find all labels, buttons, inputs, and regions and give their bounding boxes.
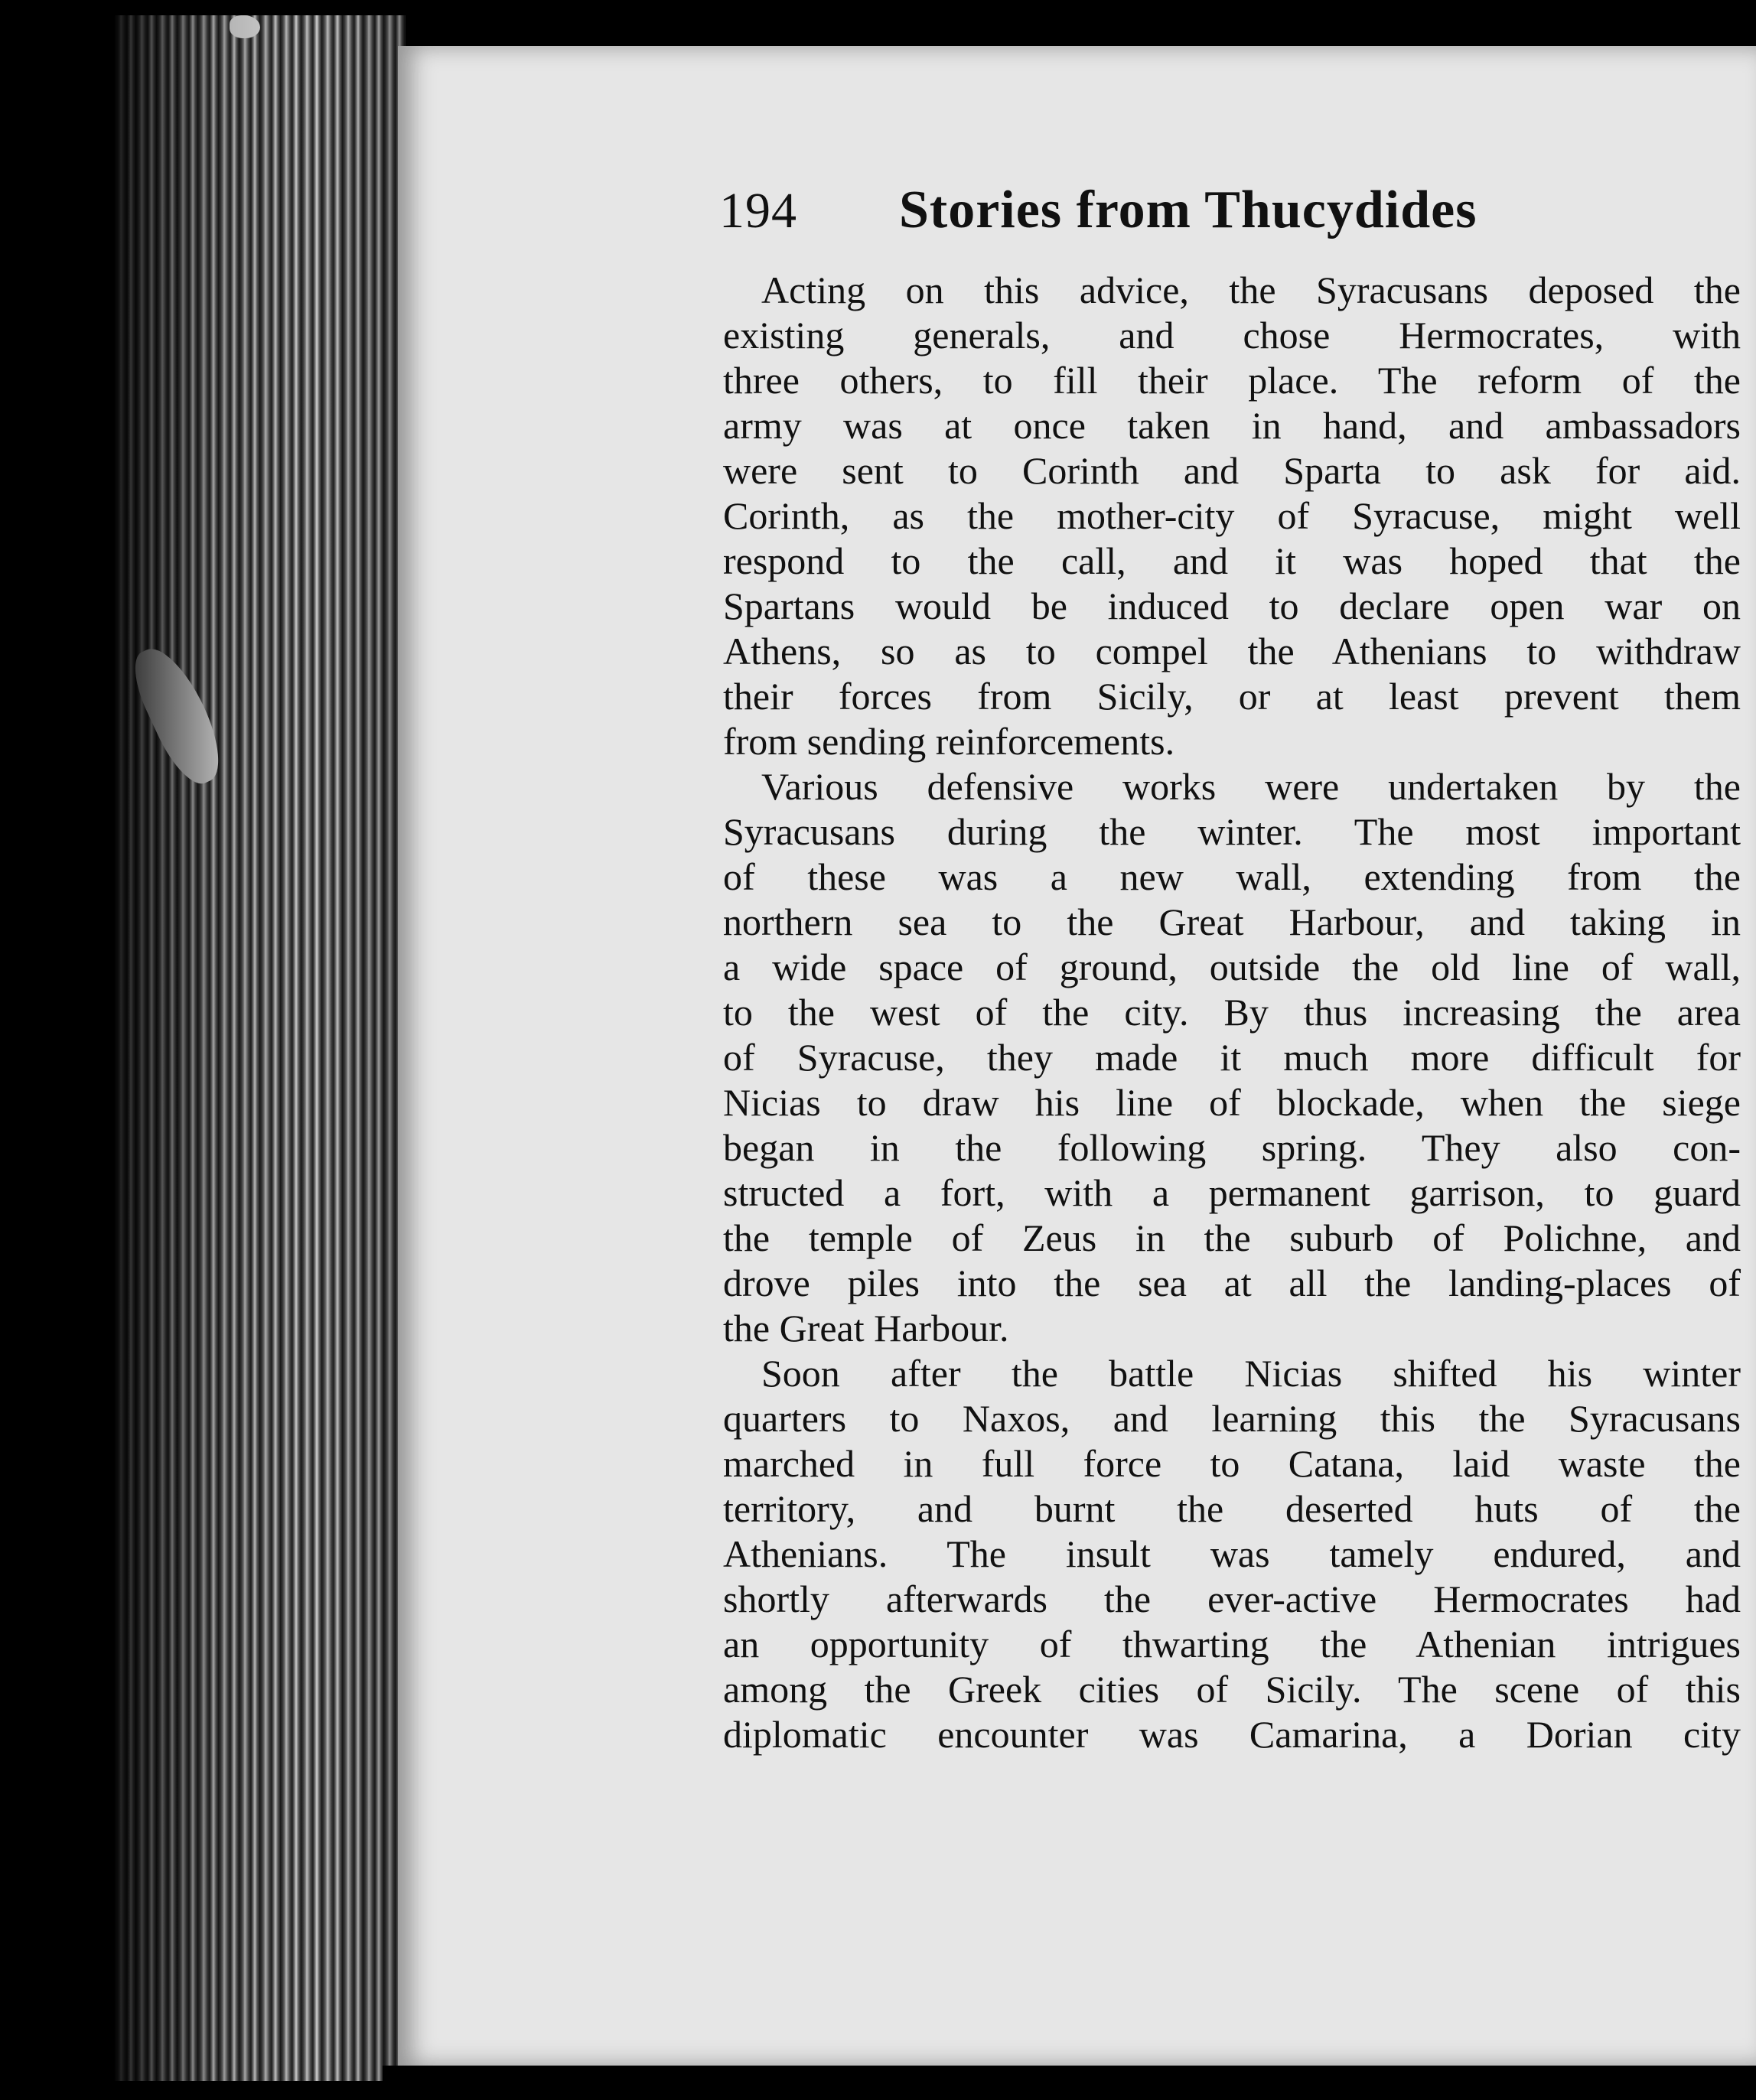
- text-line: Soon after the battle Nicias shifted his winter: [761, 1352, 1741, 1395]
- text-line: Various defensive works were undertaken by the: [761, 765, 1741, 808]
- text-line: drove piles into the sea at all the landing-places of: [723, 1262, 1741, 1304]
- text-line: shortly afterwards the ever-active Hermocrates had: [723, 1577, 1741, 1620]
- text-line: Athenians. The insult was tamely endured, and: [723, 1532, 1741, 1575]
- text-line: territory, and burnt the deserted huts of the: [723, 1487, 1741, 1530]
- text-line: army was at once taken in hand, and ambassadors: [723, 404, 1741, 447]
- text-line: respond to the call, and it was hoped that the: [723, 539, 1741, 582]
- text-line: to the west of the city. By thus increasing the area: [723, 991, 1741, 1034]
- text-line: Nicias to draw his line of blockade, when the siege: [723, 1081, 1741, 1124]
- text-line: quarters to Naxos, and learning this the Syracusans: [723, 1397, 1741, 1440]
- scan-bottom-border: [383, 2066, 1756, 2100]
- text-line: began in the following spring. They also con-: [723, 1126, 1741, 1169]
- text-line: northern sea to the Great Harbour, and taking in: [723, 900, 1741, 943]
- text-line: were sent to Corinth and Sparta to ask for aid.: [723, 449, 1741, 492]
- text-line: of these was a new wall, extending from the: [723, 855, 1741, 898]
- text-line: diplomatic encounter was Camarina, a Dorian city: [723, 1713, 1741, 1756]
- text-line: Acting on this advice, the Syracusans deposed the: [761, 269, 1741, 311]
- page-number: 194: [719, 183, 797, 239]
- text-line: a wide space of ground, outside the old line of wall,: [723, 946, 1741, 988]
- text-line: marched in full force to Catana, laid waste the: [723, 1442, 1741, 1485]
- page-header: [719, 180, 1756, 264]
- book-page: [398, 46, 1756, 2066]
- running-title: Stories from Thucydides: [899, 181, 1477, 239]
- text-line: three others, to fill their place. The reform of the: [723, 359, 1741, 402]
- text-line: existing generals, and chose Hermocrates, with: [723, 314, 1741, 357]
- text-line: structed a fort, with a permanent garrison, to guard: [723, 1171, 1741, 1214]
- body-text: [723, 268, 1741, 1757]
- text-line: among the Greek cities of Sicily. The scene of this: [723, 1668, 1741, 1711]
- paper-tear-mark-small: [230, 15, 260, 38]
- text-line: an opportunity of thwarting the Athenian intrigues: [723, 1623, 1741, 1665]
- text-line: their forces from Sicily, or at least prevent them: [723, 675, 1741, 718]
- paper-tear-mark: [123, 638, 233, 793]
- text-line: Corinth, as the mother-city of Syracuse, might well: [723, 494, 1741, 537]
- text-line: of Syracuse, they made it much more difficult for: [723, 1036, 1741, 1079]
- text-line: the temple of Zeus in the suburb of Polichne, and: [723, 1216, 1741, 1259]
- text-line: from sending reinforcements.: [723, 720, 1175, 763]
- book-fore-edge: [115, 15, 406, 2081]
- text-line: Athens, so as to compel the Athenians to withdraw: [723, 630, 1741, 672]
- text-line: the Great Harbour.: [723, 1307, 1009, 1350]
- text-line: Syracusans during the winter. The most important: [723, 810, 1741, 853]
- text-line: Spartans would be induced to declare open war on: [723, 584, 1741, 627]
